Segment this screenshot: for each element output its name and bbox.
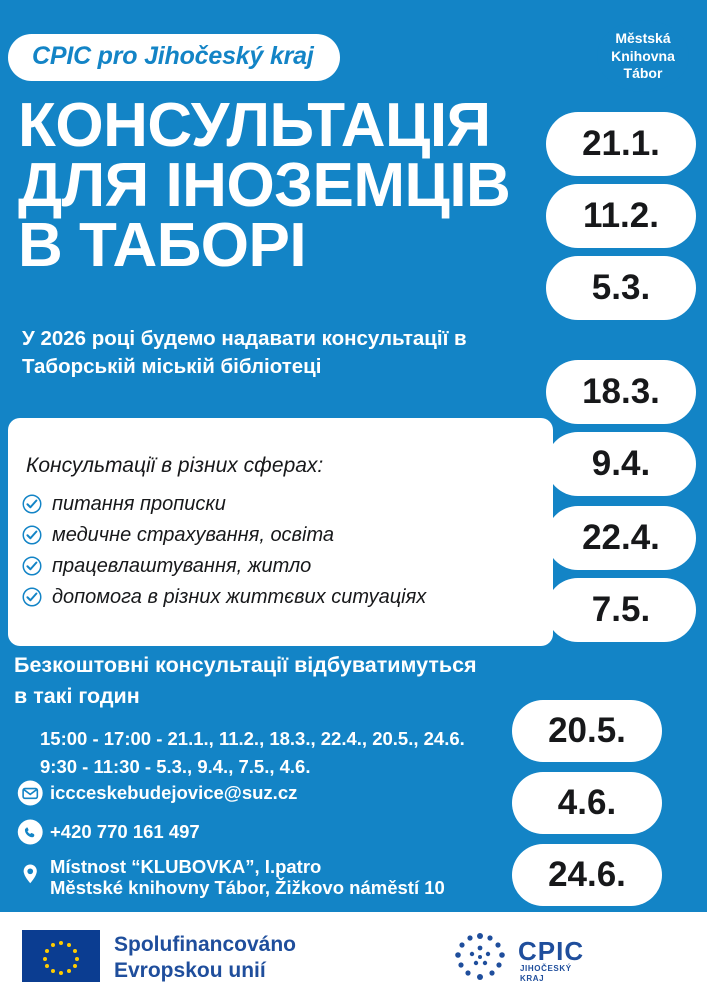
date-pill: 20.5. <box>512 700 662 762</box>
eu-funding-line1: Spolufinancováno <box>114 933 297 956</box>
hours-title-line2: в такі годин <box>14 684 140 709</box>
hours-line-morning: 9:30 - 11:30 - 5.3., 9.4., 7.5., 4.6. <box>40 755 311 777</box>
contact-address-line2: Městské knihovny Tábor, Žižkovo náměstí 10 <box>50 877 445 899</box>
check-circle-icon <box>22 587 42 607</box>
location-pin-icon <box>14 862 50 892</box>
library-logo <box>597 20 689 92</box>
services-heading: Консультації в різних сферах: <box>26 454 324 477</box>
cpic-wordmark: CPIC <box>518 936 585 966</box>
list-item-label: питання прописки <box>52 493 226 515</box>
hours-line-afternoon: 15:00 - 17:00 - 21.1., 11.2., 18.3., 22.4., 20.5., 24.6. <box>40 728 465 749</box>
page-title <box>18 91 578 281</box>
cpic-subtitle-line2: KRAJ <box>520 974 545 983</box>
list-item <box>22 494 532 514</box>
title-line2: ДЛЯ ІНОЗЕМЦІВ <box>18 151 511 221</box>
cpic-dots-icon <box>452 930 508 984</box>
eu-funding-text <box>114 932 296 985</box>
contact-phone-row[interactable] <box>14 817 574 847</box>
services-list <box>22 494 532 618</box>
cpic-subtitle <box>520 964 572 984</box>
contact-address-row <box>14 856 574 899</box>
library-logo-line2: Knihovna <box>611 47 675 64</box>
date-pill: 21.1. <box>546 112 696 176</box>
contact-address <box>50 856 445 899</box>
services-card <box>8 418 553 646</box>
date-pill: 24.6. <box>512 844 662 906</box>
contact-address-line1: Místnost “KLUBOVKA”, I.patro <box>50 856 322 877</box>
check-circle-icon <box>22 525 42 545</box>
date-pill: 18.3. <box>546 360 696 424</box>
library-logo-line3: Tábor <box>623 65 663 81</box>
list-item-label: медичне страхування, освіта <box>52 524 335 546</box>
subtitle-line2: Таборській міській бібліотеці <box>22 354 322 378</box>
date-pill: 7.5. <box>546 578 696 642</box>
library-logo-line1: Městská <box>615 30 671 46</box>
hours-detail <box>40 725 540 781</box>
list-item <box>22 556 532 576</box>
contact-email: iccceskebudejovice@suz.cz <box>50 782 298 804</box>
page-subtitle <box>22 325 562 380</box>
contact-phone: +420 770 161 497 <box>50 821 200 843</box>
footer <box>0 912 707 1000</box>
list-item-label: працевлаштування, житло <box>52 555 312 577</box>
eu-funding-line2: Evropskou unií <box>114 959 266 983</box>
hours-title-line1: Безкоштовні консультації відбуватимуться <box>14 653 477 677</box>
envelope-icon <box>14 778 50 808</box>
title-line1: КОНСУЛЬТАЦІЯ <box>18 91 491 160</box>
date-pill: 22.4. <box>546 506 696 570</box>
date-pill: 5.3. <box>546 256 696 320</box>
cpic-logo <box>452 930 632 984</box>
subtitle-line1: У 2026 році будемо надавати консультації в <box>22 327 467 350</box>
check-circle-icon <box>22 556 42 576</box>
date-pill: 9.4. <box>546 432 696 496</box>
date-pill: 4.6. <box>512 772 662 834</box>
phone-icon <box>14 817 50 847</box>
cpic-subtitle-line1: JIHOČESKÝ <box>520 964 572 973</box>
list-item <box>22 587 532 607</box>
eu-flag-icon <box>22 930 100 982</box>
organization-tag: CPIC pro Jihočeský kraj <box>8 34 340 81</box>
list-item-label: допомога в різних життєвих ситуаціях <box>52 586 427 608</box>
list-item <box>22 525 532 545</box>
check-circle-icon <box>22 494 42 514</box>
contact-email-row[interactable] <box>14 778 574 808</box>
title-line3: В ТАБОРІ <box>18 211 307 281</box>
hours-title <box>14 650 574 712</box>
contact-block <box>14 778 574 908</box>
date-pill: 11.2. <box>546 184 696 248</box>
